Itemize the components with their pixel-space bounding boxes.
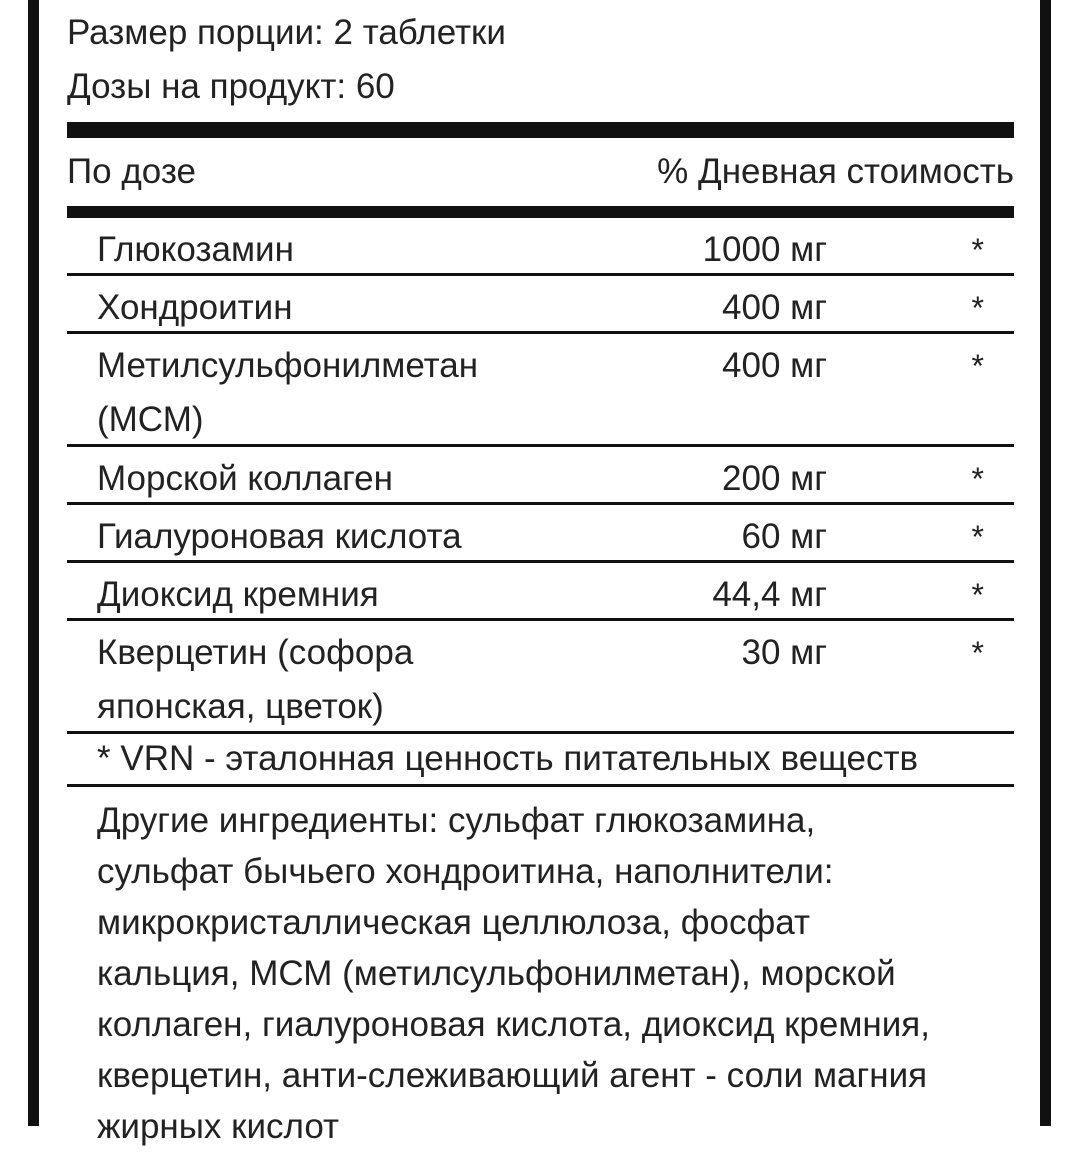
nutrient-name: Кверцетин (софора японская, цветок) — [97, 633, 414, 726]
table-row — [67, 334, 1014, 447]
nutrient-table — [67, 218, 1014, 734]
nutrient-name: Диоксид кремния — [97, 575, 379, 614]
nutrient-name: Глюкозамин — [97, 230, 294, 269]
other-ingredients-line: микрокристаллическая целлюлоза, фосфат — [97, 903, 811, 942]
nutrient-daily-value: * — [971, 635, 984, 671]
header-per-dose: По дозе — [67, 152, 196, 191]
nutrient-daily-value: * — [971, 348, 984, 384]
other-ingredients-line: Другие ингредиенты: сульфат глюкозамина, — [97, 801, 816, 840]
other-ingredients-line: кальция, МСМ (метилсульфонилметан), морской — [97, 954, 896, 993]
header-daily-value: % Дневная стоимость — [657, 152, 1014, 191]
other-ingredients-line: сульфат бычьего хондроитина, наполнители: — [97, 852, 834, 891]
nutrient-amount: 30 мг — [741, 633, 827, 672]
nutrient-amount: 200 мг — [722, 459, 827, 498]
nutrient-name: Метилсульфонилметан (МСМ) — [97, 346, 479, 439]
nutrient-daily-value: * — [971, 232, 984, 268]
nutrient-daily-value: * — [971, 577, 984, 613]
nutrient-daily-value: * — [971, 519, 984, 555]
nutrient-name: Гиалуроновая кислота — [97, 517, 462, 556]
other-ingredients-line: кверцетин, анти-слеживающий агент - соли магния — [97, 1056, 928, 1095]
table-row — [67, 447, 1014, 505]
frame-left-border — [28, 0, 39, 1126]
serving-size: Размер порции: 2 таблетки — [67, 13, 506, 52]
supplement-facts-panel — [67, 0, 1014, 1152]
table-row — [67, 276, 1014, 334]
divider-thick-header — [67, 206, 1014, 218]
nutrient-name: Хондроитин — [97, 288, 293, 327]
nutrient-amount: 1000 мг — [702, 230, 827, 269]
nutrient-name: Морской коллаген — [97, 459, 393, 498]
other-ingredients — [67, 787, 1014, 1152]
nutrient-daily-value: * — [971, 290, 984, 326]
other-ingredients-line: коллаген, гиалуроновая кислота, диоксид кремния, — [97, 1005, 930, 1044]
table-row — [67, 218, 1014, 276]
servings-per-container: Дозы на продукт: 60 — [67, 67, 395, 106]
divider-thick-top — [67, 122, 1014, 138]
nutrient-amount: 44,4 мг — [712, 575, 827, 614]
nutrient-amount: 400 мг — [722, 346, 827, 385]
table-row — [67, 505, 1014, 563]
frame-right-border — [1040, 0, 1051, 1126]
daily-value-footnote: * VRN - эталонная ценность питательных веществ — [67, 734, 1014, 787]
nutrient-amount: 400 мг — [722, 288, 827, 327]
table-row — [67, 563, 1014, 621]
nutrient-amount: 60 мг — [741, 517, 827, 556]
nutrient-daily-value: * — [971, 461, 984, 497]
table-row — [67, 621, 1014, 734]
table-header — [67, 138, 1014, 206]
other-ingredients-line: жирных кислот — [97, 1107, 340, 1146]
